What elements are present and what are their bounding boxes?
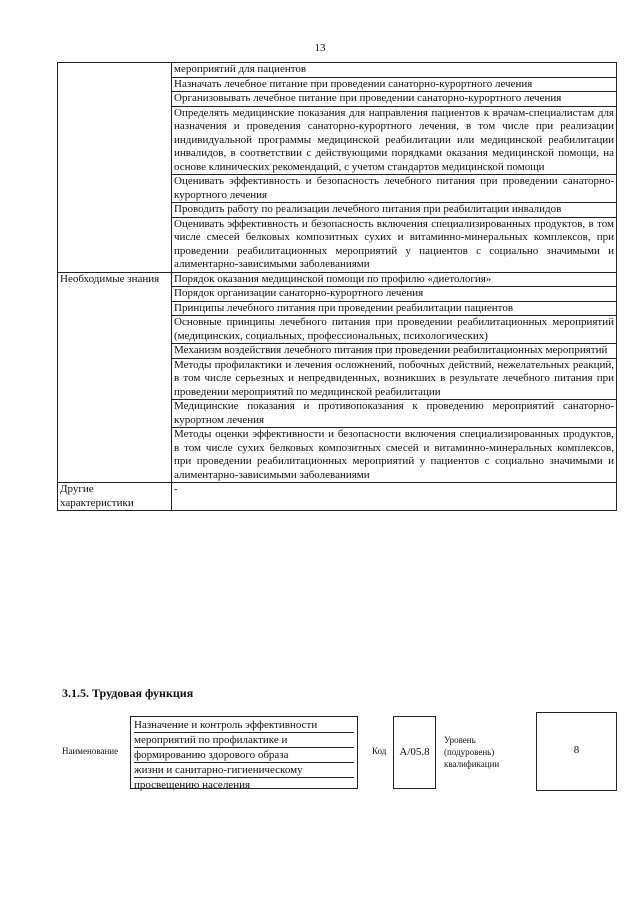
page-number: 13: [314, 42, 326, 54]
section-heading: 3.1.5. Трудовая функция: [62, 686, 194, 700]
table-cell: Основные принципы лечебного питания при проведении реабилитационных мероприятий (медицинских, социальных, профессиональных, психологических): [172, 316, 617, 344]
code-box: A/05.8: [393, 716, 436, 789]
table-cell: Методы профилактики и лечения осложнений, побочных действий, нежелательных реакций, в том числе серьезных и непредвиденных, возникших в результате лечебного питания при проведении мероприятий по медицинской реабилитации: [172, 358, 617, 400]
table-cell: Назначать лечебное питание при проведении санаторно-курортного лечения: [172, 77, 617, 92]
table-cell: Принципы лечебного питания при проведении реабилитации пациентов: [172, 301, 617, 316]
function-name-line: формированию здорового образа: [134, 748, 354, 763]
table-row: [58, 63, 617, 78]
function-name-box: [130, 716, 358, 789]
row-label-cell: Другие характеристики: [58, 483, 172, 511]
table-cell: Оценивать эффективность и безопасность включения специализированных продуктов, в том числе смесей белковых композитных сухих и витаминно-минеральных комплексов, при проведении реабилитационных мероприятий у пациентов с социально значимыми и алиментарно-зависимыми заболеваниями: [172, 217, 617, 272]
function-name-line: жизни и санитарно-гигиеническому: [134, 763, 354, 778]
table-cell: Порядок организации санаторно-курортного лечения: [172, 287, 617, 302]
skills-knowledge-table: [57, 62, 617, 511]
code-label: Код: [372, 746, 387, 756]
table-cell: Порядок оказания медицинской помощи по профилю «диетология»: [172, 272, 617, 287]
table-row: [58, 483, 617, 511]
labor-function-block: [0, 716, 640, 806]
function-name-line: мероприятий по профилактике и: [134, 733, 354, 748]
level-label-line: (подуровень): [444, 747, 495, 757]
table-cell: Проводить работу по реализации лечебного питания при реабилитации инвалидов: [172, 203, 617, 218]
table-cell: Методы оценки эффективности и безопасности включения специализированных продуктов, в том числе сухих белковых композитных смесей и витаминно-минеральных комплексов, при проведении реабилитационных мероприятий у пациентов с социально значимыми и алиментарно-зависимыми заболеваниями: [172, 428, 617, 483]
table-cell: Механизм воздействия лечебного питания при проведении реабилитационных мероприятий: [172, 344, 617, 359]
row-label-cell: [58, 63, 172, 273]
table-cell: Определять медицинские показания для направления пациентов к врачам-специалистам для назначения и проведения санаторно-курортного лечения, в том числе при реализации индивидуальной программы медицинской реабилитации или медицинской реабилитации инвалидов, в соответствии с действующими порядками оказания медицинской помощи, на основе клинических рекомендаций, с учетом стандартов медицинской помощи: [172, 106, 617, 175]
table-cell: мероприятий для пациентов: [172, 63, 617, 78]
function-name-line: Назначение и контроль эффективности: [134, 718, 354, 733]
row-label-cell: Необходимые знания: [58, 272, 172, 483]
table-cell: Медицинские показания и противопоказания к проведению мероприятий санаторно-курортном лечения: [172, 400, 617, 428]
function-name-line: просвещению населения: [134, 779, 251, 791]
table-cell: Организовывать лечебное питание при проведении санаторно-курортного лечения: [172, 92, 617, 107]
level-box: 8: [536, 712, 617, 791]
name-label: Наименование: [62, 746, 119, 756]
level-label-line: Уровень: [444, 735, 476, 745]
table-cell: Оценивать эффективность и безопасность лечебного питания при проведении санаторно-курортного лечения: [172, 175, 617, 203]
table-cell: -: [172, 483, 617, 511]
table-row: [58, 272, 617, 287]
level-label-line: квалификации: [444, 759, 500, 769]
level-label: [444, 734, 499, 770]
